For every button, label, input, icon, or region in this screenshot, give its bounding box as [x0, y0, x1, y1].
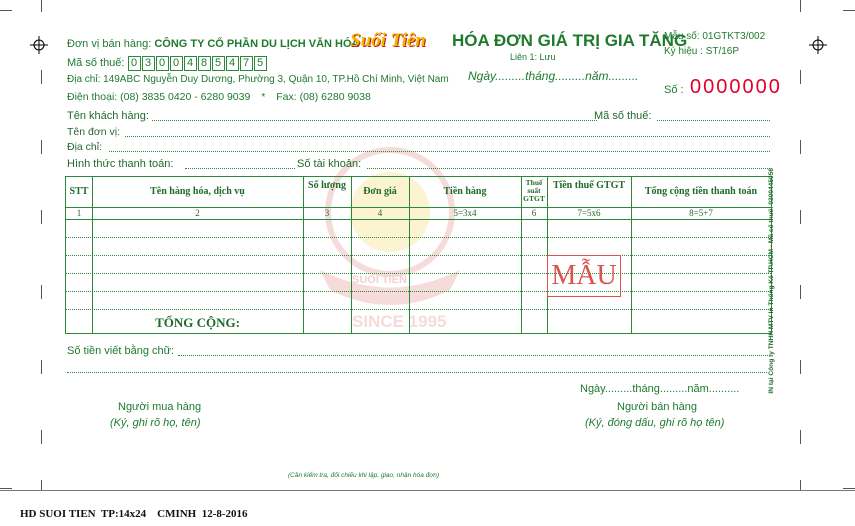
watermark-since: SINCE 1995: [352, 312, 447, 331]
registration-crosshair-icon: [809, 36, 827, 54]
col-number: 1: [76, 208, 82, 218]
invoice-number: 0000000: [690, 76, 782, 98]
tax-digit-box: 0: [170, 56, 183, 71]
col-header-item: Tên hàng hóa, dịch vụ: [150, 186, 245, 197]
col-header-stt: STT: [69, 186, 89, 197]
tax-digit-box: 4: [226, 56, 239, 71]
buyer-unit-label: Tên đơn vị:: [67, 126, 120, 138]
account-label: Số tài khoản:: [297, 158, 362, 170]
bottom-border: [0, 490, 855, 491]
col-header-unit-price: Đơn giá: [363, 186, 397, 197]
buyer-sign-note: (Ký, ghi rõ họ, tên): [110, 417, 201, 429]
seller-phone: Điện thoại: (08) 3835 0420 - 6280 9039: [67, 91, 251, 103]
registration-crosshair-icon: [30, 36, 48, 54]
watermark-text: SUỐI TIÊN: [352, 274, 408, 286]
invoice-number-label: Số :: [664, 84, 684, 96]
invoice-date-line: Ngày.........tháng.........năm.........: [468, 69, 639, 83]
col-header-total: Tổng cộng tiền thanh toán: [644, 186, 758, 197]
seller-address: Địa chỉ: 149ABC Nguyễn Duy Dương, Phường 3, Quận 10, TP.Hồ Chí Minh, Việt Nam: [67, 74, 449, 85]
print-info: HD SUOI TIEN TP:14x24 CMINH 12-8-2016: [20, 508, 248, 520]
seller-tax-line: [67, 56, 268, 71]
amount-words-line: [178, 355, 768, 356]
invoice-form-no: Mẫu số: 01GTKT3/002: [664, 31, 766, 42]
seller-contact: Điện thoại: (08) 3835 0420 - 6280 9039 * Fax: (08) 6280 9038: [67, 91, 371, 103]
col-number: 2: [195, 208, 200, 218]
amount-words-label: Số tiền viết bằng chữ:: [67, 345, 175, 357]
tax-digit-box: 5: [212, 56, 225, 71]
sign-date-line: Ngày.........tháng.........năm..........: [580, 383, 740, 395]
tax-digit-box: 4: [184, 56, 197, 71]
seller-unit-line: [67, 38, 359, 50]
trim-mark: [843, 488, 855, 489]
tax-digit-box: 0: [156, 56, 169, 71]
col-number: 7=5x6: [577, 208, 601, 218]
col-header-vat-rate: Thuế suất GTGT: [523, 178, 545, 203]
invoice-title: HÓA ĐƠN GIÁ TRỊ GIA TĂNG: [452, 31, 688, 50]
seller-tax-number: [128, 57, 268, 69]
payment-label: Hình thức thanh toán:: [67, 158, 174, 170]
buyer-address-label: Địa chỉ:: [67, 141, 103, 153]
seller-fax: Fax: (08) 6280 9038: [276, 91, 371, 103]
col-number: 5=3x4: [453, 208, 477, 218]
seller-unit-name: CÔNG TY CỔ PHẦN DU LỊCH VĂN HÓA: [154, 38, 360, 50]
trim-mark: [0, 488, 12, 489]
col-header-quantity: Số lượng: [308, 180, 346, 191]
brand-logo: Suối Tiên: [350, 30, 426, 51]
seller-sign-title: Người bán hàng: [617, 401, 698, 413]
invoice-copy: Liên 1: Lưu: [510, 52, 556, 62]
buyer-tax-label: Mã số thuế:: [594, 110, 652, 122]
seller-tax-label: Mã số thuế:: [67, 57, 125, 69]
invoice-serial: Ký hiệu : ST/16P: [664, 46, 740, 57]
col-number: 3: [324, 208, 330, 218]
buyer-sign-title: Người mua hàng: [118, 401, 202, 413]
tax-digit-box: 7: [240, 56, 253, 71]
trim-mark: [0, 10, 12, 11]
total-label: TỔNG CỘNG:: [155, 315, 240, 330]
seller-sign-note: (Ký, đóng dấu, ghi rõ họ tên): [585, 417, 725, 429]
items-table: [65, 176, 772, 334]
printer-note: IN tại Công ty TNHH MTV In Thống Kê TP.HCM - Mã số thuế: 0300445056: [768, 168, 775, 394]
footer-note: (Cần kiểm tra, đối chiếu khi lập, giao, nhận hóa đơn): [288, 472, 439, 479]
col-header-amount: Tiền hàng: [443, 186, 487, 197]
tax-digit-box: 0: [128, 56, 141, 71]
customer-label: Tên khách hàng:: [67, 110, 149, 122]
tax-digit-box: 3: [142, 56, 155, 71]
trim-mark: [843, 10, 855, 11]
amount-words-line-2: [67, 372, 767, 373]
tax-digit-box: 8: [198, 56, 211, 71]
col-header-vat-amount: Tiền thuế GTGT: [552, 180, 626, 191]
sample-stamp: MẪU: [547, 255, 621, 297]
col-number: 8=5+7: [689, 208, 713, 218]
col-number: 4: [377, 208, 383, 218]
seller-unit-label: Đơn vị bán hàng:: [67, 38, 152, 50]
col-number: 6: [531, 208, 537, 218]
tax-digit-box: 5: [254, 56, 267, 71]
